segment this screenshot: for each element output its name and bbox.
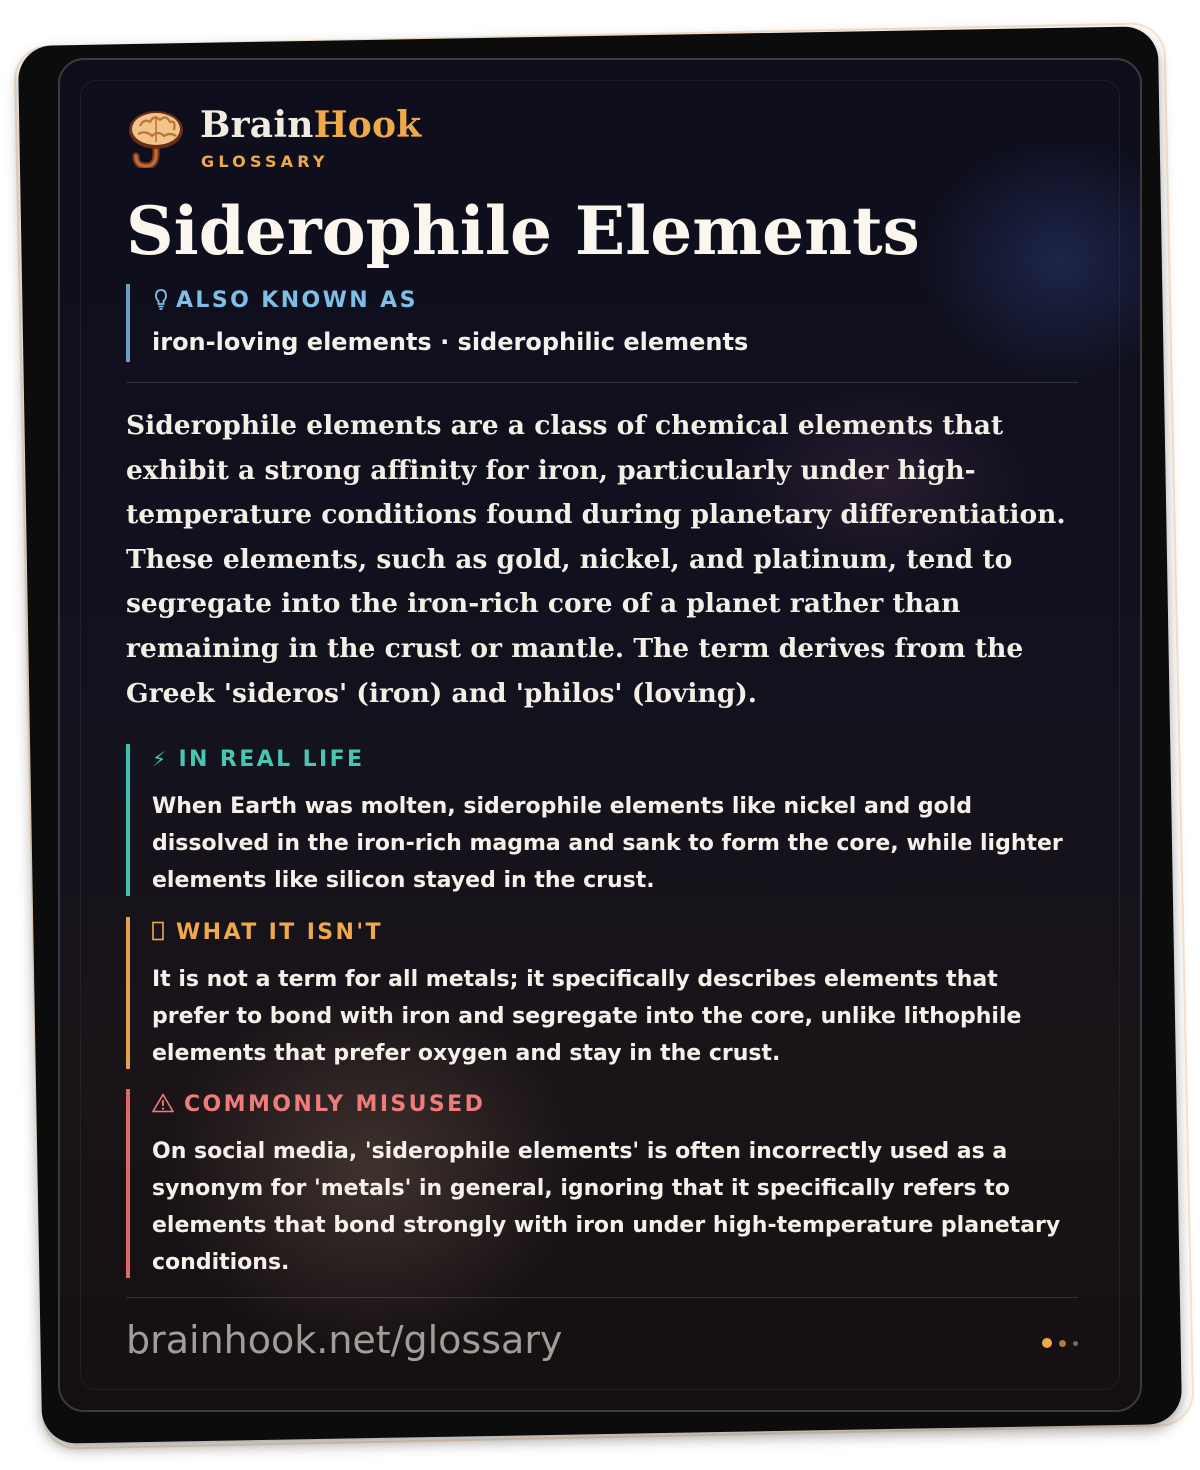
also-known-as-heading: ALSO KNOWN AS bbox=[176, 288, 418, 313]
brand-subtitle: GLOSSARY bbox=[201, 152, 329, 171]
lightning-icon: ⚡ bbox=[152, 747, 169, 771]
also-known-as-block bbox=[126, 284, 1030, 362]
lightbulb-icon bbox=[154, 288, 168, 310]
footer-url-link[interactable]: brainhook.net/glossary bbox=[126, 1318, 563, 1362]
commonly-misused-heading: COMMONLY MISUSED bbox=[184, 1092, 486, 1117]
section-commonly-misused bbox=[126, 1089, 1078, 1278]
also-known-as-text: iron-loving elements · siderophilic elements bbox=[152, 328, 749, 356]
brand-name bbox=[200, 104, 421, 146]
what-it-isnt-heading: WHAT IT ISN'T bbox=[176, 920, 383, 945]
missing-glyph-box bbox=[152, 921, 164, 941]
section-real-life bbox=[126, 744, 1078, 896]
section-what-it-isnt bbox=[126, 917, 1078, 1069]
what-it-isnt-label bbox=[152, 920, 383, 945]
brand-header bbox=[126, 104, 546, 174]
real-life-label bbox=[152, 747, 364, 772]
brain-hook-icon bbox=[126, 108, 186, 168]
term-title: Siderophile Elements bbox=[126, 192, 920, 270]
divider-top bbox=[126, 382, 1078, 383]
brand-name-part2: Hook bbox=[313, 104, 422, 146]
brand-name-part1: Brain bbox=[200, 104, 314, 146]
dot bbox=[1059, 1340, 1066, 1347]
divider-bottom bbox=[126, 1297, 1078, 1298]
real-life-heading: IN REAL LIFE bbox=[178, 747, 365, 772]
glossary-card bbox=[58, 58, 1142, 1412]
commonly-misused-text: On social media, 'siderophile elements' is often incorrectly used as a synonym for 'metals' in general, ignoring that it specifically refers to elements that bond strongly with iron under high-temperature planetary conditions. bbox=[152, 1139, 1061, 1275]
commonly-misused-label bbox=[152, 1092, 485, 1117]
what-it-isnt-text: It is not a term for all metals; it specifically describes elements that prefer to bond with iron and segregate into the core, unlike lithophile elements that prefer oxygen and stay in the crust. bbox=[152, 967, 1022, 1066]
warning-icon bbox=[152, 1093, 174, 1113]
definition-text: Siderophile elements are a class of chemical elements that exhibit a strong affinity for iron, particularly under high-temperature conditions found during planetary differentiation. These elements, such as gold, nickel, and platinum, tend to segregate into the iron-rich core of a planet rather than remaining in the crust or mantle. The term derives from the Greek 'sideros' (iron) and 'philos' (loving). bbox=[126, 410, 1066, 709]
dot bbox=[1073, 1341, 1078, 1346]
real-life-text: When Earth was molten, siderophile elements like nickel and gold dissolved in the iron-rich magma and sank to form the core, while lighter elements like silicon stayed in the crust. bbox=[152, 794, 1063, 893]
dot-active bbox=[1042, 1338, 1052, 1348]
also-known-as-label bbox=[154, 288, 418, 313]
pagination-dots bbox=[1038, 1338, 1078, 1350]
